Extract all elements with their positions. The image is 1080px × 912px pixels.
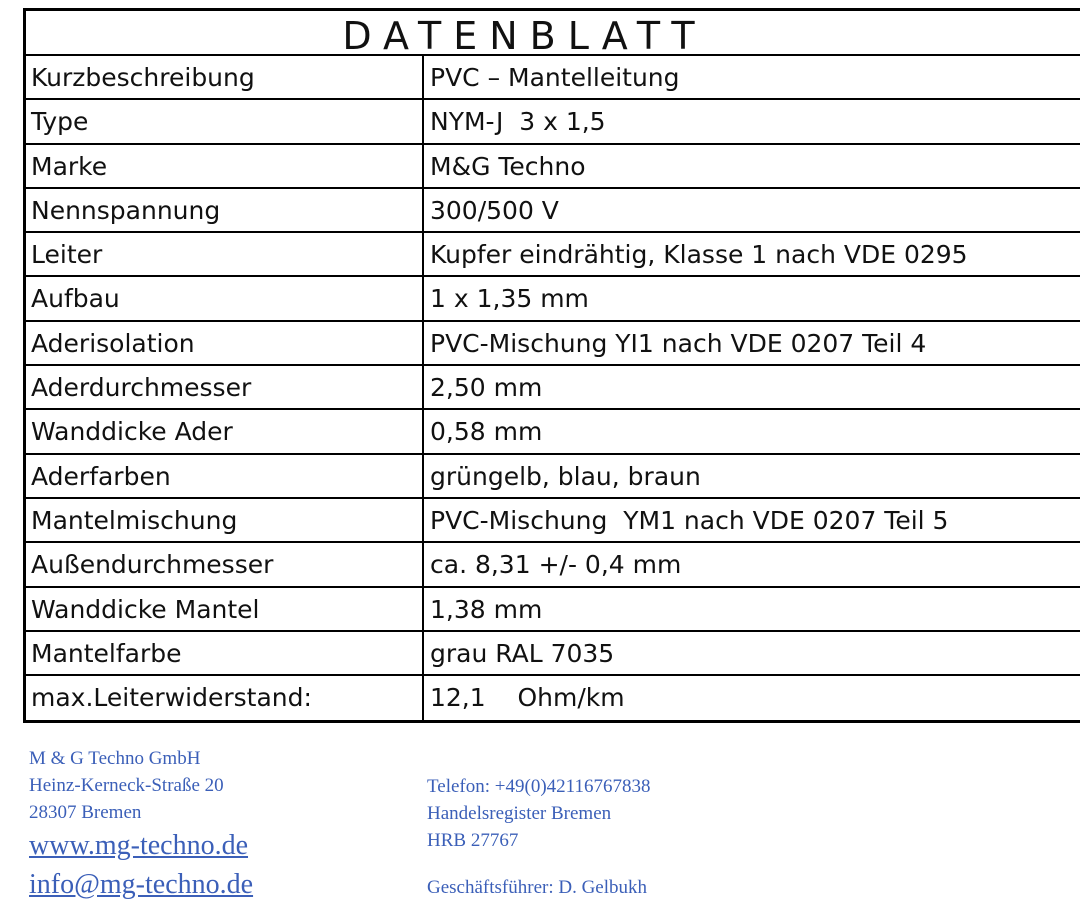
row-label: Nennspannung bbox=[26, 189, 424, 231]
row-value: grau RAL 7035 bbox=[430, 638, 615, 668]
row-label: Außendurchmesser bbox=[26, 543, 424, 585]
table-row bbox=[26, 145, 1080, 189]
datasheet-title: DATENBLATT bbox=[26, 11, 1080, 56]
row-label: Leiter bbox=[26, 233, 424, 275]
company-register: Handelsregister Bremen bbox=[427, 803, 612, 824]
website-link[interactable]: www.mg-techno.de bbox=[29, 830, 249, 861]
row-label: Aderdurchmesser bbox=[26, 366, 424, 408]
row-value: 1 x 1,35 mm bbox=[430, 284, 589, 314]
row-value: PVC-Mischung YM1 nach VDE 0207 Teil 5 bbox=[430, 505, 949, 535]
row-label: Mantelmischung bbox=[26, 499, 424, 541]
table-row bbox=[26, 455, 1080, 499]
row-label: Aderfarben bbox=[26, 455, 424, 497]
row-label: Marke bbox=[26, 145, 424, 187]
table-row bbox=[26, 277, 1080, 321]
row-label: Type bbox=[26, 100, 424, 142]
row-value: PVC – Mantelleitung bbox=[430, 63, 680, 92]
company-phone: Telefon: +49(0)42116767838 bbox=[427, 776, 651, 797]
row-value: M&G Techno bbox=[430, 151, 586, 181]
row-value: 12,1 Ohm/km bbox=[430, 683, 625, 713]
table-row bbox=[26, 543, 1080, 587]
table-row bbox=[26, 233, 1080, 277]
company-footer bbox=[0, 745, 1080, 912]
row-label: Mantelfarbe bbox=[26, 632, 424, 674]
row-value: PVC-Mischung YI1 nach VDE 0207 Teil 4 bbox=[430, 328, 927, 358]
datasheet-table bbox=[23, 8, 1080, 723]
table-row bbox=[26, 588, 1080, 632]
company-street: Heinz-Kerneck-Straße 20 bbox=[29, 775, 224, 796]
row-value: 1,38 mm bbox=[430, 594, 543, 624]
company-contact-block bbox=[427, 773, 650, 901]
row-value: 0,58 mm bbox=[430, 417, 543, 447]
row-value: 300/500 V bbox=[430, 195, 559, 225]
row-label: Aufbau bbox=[26, 277, 424, 319]
company-city: 28307 Bremen bbox=[29, 802, 142, 823]
table-row bbox=[26, 189, 1080, 233]
table-row bbox=[26, 56, 1080, 100]
company-address-block bbox=[29, 745, 253, 904]
table-row bbox=[26, 410, 1080, 454]
row-value: grüngelb, blau, braun bbox=[430, 461, 701, 491]
company-manager: Geschäftsführer: D. Gelbukh bbox=[427, 877, 648, 898]
row-value: 2,50 mm bbox=[430, 373, 543, 403]
table-row bbox=[26, 100, 1080, 144]
row-value: ca. 8,31 +/- 0,4 mm bbox=[430, 550, 682, 580]
table-row bbox=[26, 366, 1080, 410]
table-row bbox=[26, 676, 1080, 720]
row-label: Wanddicke Mantel bbox=[26, 588, 424, 630]
row-label: max.Leiterwiderstand: bbox=[26, 676, 424, 720]
email-link[interactable]: info@mg-techno.de bbox=[29, 869, 254, 900]
row-label: Aderisolation bbox=[26, 322, 424, 364]
table-row bbox=[26, 499, 1080, 543]
company-hrb: HRB 27767 bbox=[427, 830, 519, 851]
row-label: Kurzbeschreibung bbox=[26, 56, 424, 98]
row-label: Wanddicke Ader bbox=[26, 410, 424, 452]
row-value: NYM-J 3 x 1,5 bbox=[430, 107, 606, 137]
company-name: M & G Techno GmbH bbox=[29, 748, 201, 769]
table-row bbox=[26, 632, 1080, 676]
row-value: Kupfer eindrähtig, Klasse 1 nach VDE 0295 bbox=[430, 240, 968, 270]
table-row bbox=[26, 322, 1080, 366]
